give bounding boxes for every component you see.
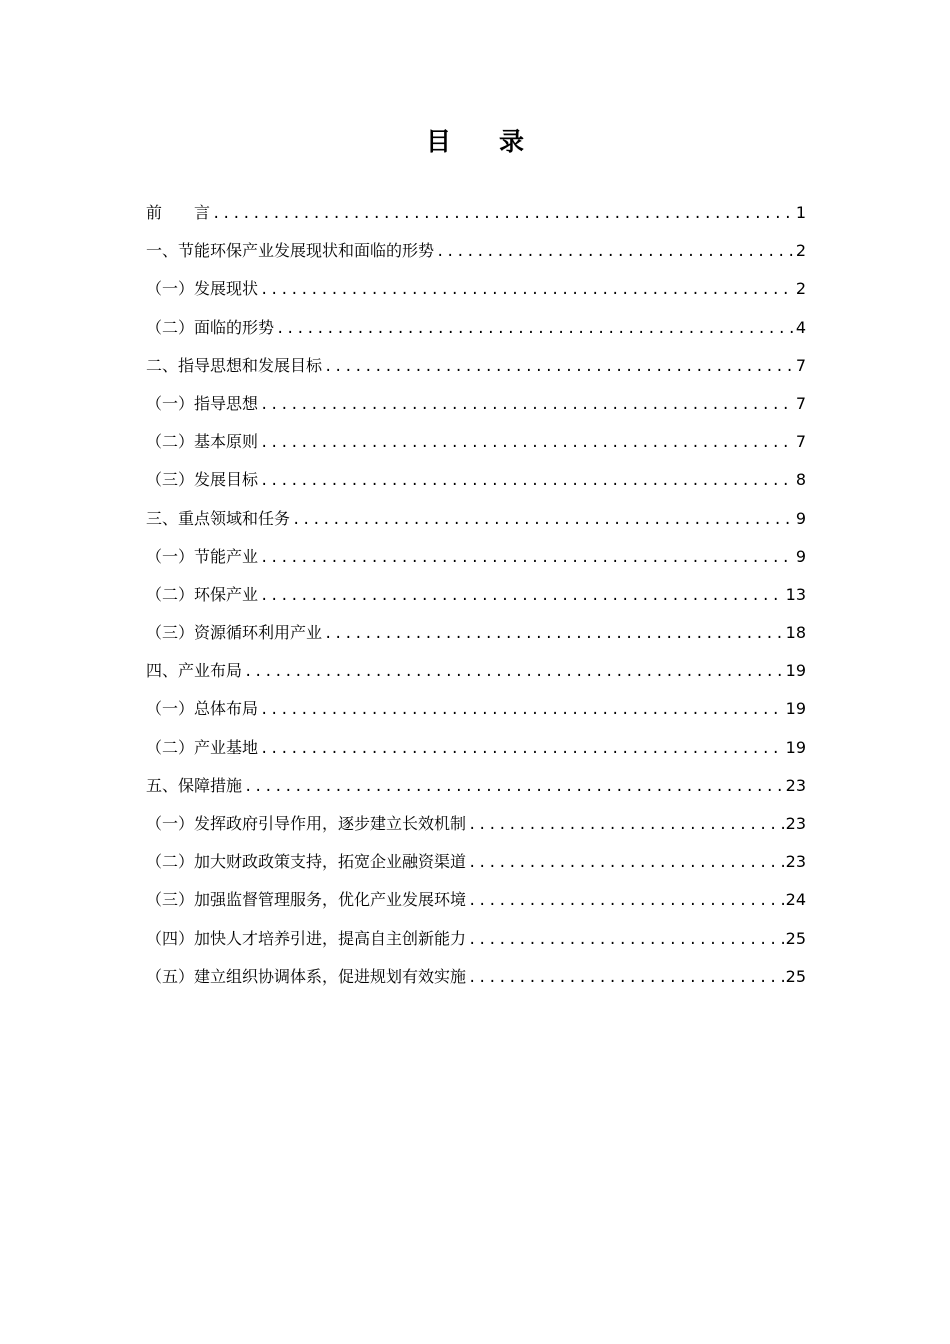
toc-entry[interactable] bbox=[146, 729, 806, 767]
toc-leader-dots bbox=[244, 768, 784, 806]
toc-leader-dots bbox=[292, 501, 794, 539]
toc-leader-dots bbox=[324, 348, 794, 386]
toc-entry-page: 9 bbox=[795, 546, 806, 566]
toc-leader-dots bbox=[260, 577, 784, 615]
toc-entry-label: （二）基本原则 bbox=[146, 432, 259, 452]
toc-entry-label: （五）建立组织协调体系，促进规划有效实施 bbox=[146, 966, 467, 986]
toc-entry[interactable] bbox=[146, 767, 806, 805]
toc-leader-dots bbox=[212, 195, 794, 233]
toc-entry[interactable] bbox=[146, 232, 806, 270]
toc-entry-label: 三、重点领域和任务 bbox=[146, 508, 291, 528]
toc-entry-page: 24 bbox=[785, 890, 806, 910]
toc-entry-page: 23 bbox=[785, 852, 806, 872]
toc-entry[interactable] bbox=[146, 385, 806, 423]
toc-entry[interactable] bbox=[146, 958, 806, 996]
toc-leader-dots bbox=[260, 424, 794, 462]
toc-entry-page: 2 bbox=[795, 241, 806, 261]
toc-leader-dots bbox=[260, 386, 794, 424]
toc-entry-page: 8 bbox=[795, 470, 806, 490]
toc-entry[interactable] bbox=[146, 309, 806, 347]
toc-entry-page: 23 bbox=[785, 775, 806, 795]
toc-entry[interactable] bbox=[146, 270, 806, 308]
toc-entry-page: 18 bbox=[785, 623, 806, 643]
toc-leader-dots bbox=[436, 233, 794, 271]
toc-entry-label: （二）产业基地 bbox=[146, 737, 259, 757]
toc-entry[interactable] bbox=[146, 805, 806, 843]
toc-entry[interactable] bbox=[146, 500, 806, 538]
toc-entry-page: 7 bbox=[795, 432, 806, 452]
toc-entry[interactable] bbox=[146, 538, 806, 576]
toc-entry-page: 19 bbox=[785, 737, 806, 757]
toc-entry[interactable] bbox=[146, 843, 806, 881]
toc-entry-page: 25 bbox=[785, 928, 806, 948]
toc-entry[interactable] bbox=[146, 920, 806, 958]
toc-entry-label: （一）发挥政府引导作用，逐步建立长效机制 bbox=[146, 814, 467, 833]
toc-entry-page: 25 bbox=[785, 966, 806, 986]
toc-entry-preface[interactable] bbox=[146, 194, 806, 232]
toc-entry-label: （二）面临的形势 bbox=[146, 317, 275, 337]
toc-entry-page: 1 bbox=[795, 203, 806, 222]
toc-entry-label: （二）环保产业 bbox=[146, 584, 259, 604]
toc-entry-label: 前 言 bbox=[146, 203, 211, 222]
toc-entry-page: 7 bbox=[795, 393, 806, 413]
toc-leader-dots bbox=[244, 653, 784, 691]
toc-leader-dots bbox=[468, 844, 784, 882]
title-char: 目 bbox=[425, 127, 451, 156]
toc-entry-label: 四、产业布局 bbox=[146, 661, 243, 681]
toc-entry[interactable] bbox=[146, 652, 806, 690]
title-char: 录 bbox=[499, 127, 525, 156]
toc-entry-label: 一、节能环保产业发展现状和面临的形势 bbox=[146, 241, 435, 261]
toc-leader-dots bbox=[468, 806, 784, 844]
toc-entry-label: 五、保障措施 bbox=[146, 775, 243, 795]
toc-leader-dots bbox=[468, 882, 784, 920]
toc-entry-label: （三）资源循环利用产业 bbox=[146, 623, 323, 643]
toc-entry[interactable] bbox=[146, 881, 806, 919]
toc-entry-label: 二、指导思想和发展目标 bbox=[146, 355, 323, 375]
toc-entry-page: 19 bbox=[785, 661, 806, 681]
toc-entry[interactable] bbox=[146, 461, 806, 499]
toc-leader-dots bbox=[260, 462, 794, 500]
toc-leader-dots bbox=[260, 730, 784, 768]
toc-leader-dots bbox=[324, 615, 784, 653]
toc-leader-dots bbox=[468, 959, 784, 997]
toc-entry-page: 13 bbox=[785, 584, 806, 604]
toc-entry[interactable] bbox=[146, 576, 806, 614]
toc-entry[interactable] bbox=[146, 347, 806, 385]
toc-entry-page: 23 bbox=[785, 814, 806, 833]
toc-entry-label: （二）加大财政政策支持，拓宽企业融资渠道 bbox=[146, 852, 467, 872]
toc-leader-dots bbox=[260, 271, 794, 309]
page-title bbox=[0, 122, 950, 158]
toc-entry-label: （三）发展目标 bbox=[146, 470, 259, 490]
toc-entry-page: 4 bbox=[795, 317, 806, 337]
toc-entry-label: （四）加快人才培养引进，提高自主创新能力 bbox=[146, 928, 467, 948]
toc-entry-label: （一）节能产业 bbox=[146, 546, 259, 566]
toc-leader-dots bbox=[468, 921, 784, 959]
toc-entry[interactable] bbox=[146, 614, 806, 652]
toc-entry-label: （三）加强监督管理服务，优化产业发展环境 bbox=[146, 890, 467, 910]
toc-entry-page: 2 bbox=[795, 279, 806, 299]
toc-entry-page: 9 bbox=[795, 508, 806, 528]
toc-entry[interactable] bbox=[146, 423, 806, 461]
toc-entry[interactable] bbox=[146, 690, 806, 728]
toc-leader-dots bbox=[260, 691, 784, 729]
toc-leader-dots bbox=[260, 539, 794, 577]
toc-entry-label: （一）发展现状 bbox=[146, 279, 259, 299]
toc-entry-page: 19 bbox=[785, 699, 806, 719]
toc-entry-label: （一）总体布局 bbox=[146, 699, 259, 719]
toc-entry-page: 7 bbox=[795, 355, 806, 375]
table-of-contents bbox=[146, 194, 806, 996]
toc-leader-dots bbox=[276, 310, 794, 348]
toc-entry-label: （一）指导思想 bbox=[146, 393, 259, 413]
